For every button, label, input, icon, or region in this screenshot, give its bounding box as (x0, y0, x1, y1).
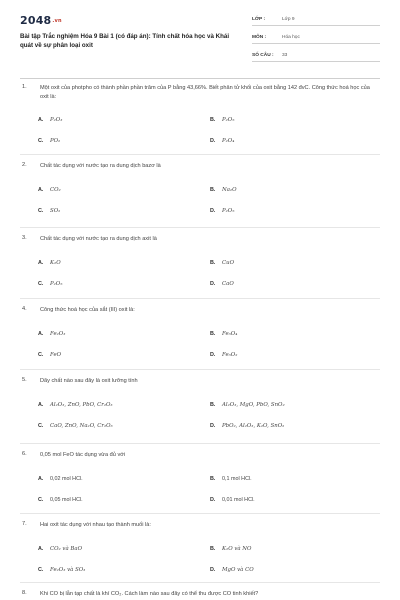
option-text: FeO (50, 352, 62, 358)
answer-option[interactable] (210, 401, 285, 409)
option-letter: D. (210, 352, 216, 358)
question-text: Chất tác dụng với nước tạo ra dung dịch bazơ là (40, 163, 161, 169)
option-text: P₂O₅ (50, 281, 63, 287)
option-text: PbO₂, Al₂O₃, K₂O, SnO₂ (222, 423, 285, 429)
question-number: 2. (22, 162, 27, 168)
question-number: 6. (22, 451, 27, 457)
answer-option[interactable] (210, 259, 234, 267)
option-text: CO₂ và BaO (50, 546, 82, 552)
question-number: 1. (22, 84, 27, 90)
option-text: Fe₃O₂ (222, 352, 238, 358)
question-number: 3. (22, 235, 27, 241)
question-separator (20, 582, 380, 583)
page-title: Bài tập Trắc nghiệm Hóa 9 Bài 1 (có đáp án): Tính chất hóa học và Khái quát về sự phân loại oxit (20, 33, 230, 49)
question-separator (20, 513, 380, 514)
question-text: Dãy chất nào sau đây là oxit lưỡng tính (40, 378, 138, 384)
meta-row (252, 32, 380, 44)
option-text: Na₂O (222, 187, 237, 193)
answer-option[interactable] (38, 137, 60, 145)
meta-value: 33 (282, 53, 288, 58)
option-letter: C. (38, 567, 44, 573)
option-letter: C. (38, 138, 44, 144)
option-letter: B. (210, 117, 216, 123)
answer-option[interactable] (38, 401, 113, 409)
option-letter: A. (38, 546, 44, 552)
option-letter: C. (38, 497, 44, 503)
site-logo[interactable]: 2048.vn (20, 14, 62, 27)
answer-option[interactable] (38, 116, 62, 124)
option-letter: B. (210, 402, 216, 408)
question-text: Công thức hoá học của sắt (III) oxit là: (40, 307, 135, 313)
option-text: CaO (222, 281, 234, 287)
option-letter: A. (38, 260, 44, 266)
answer-option[interactable] (210, 137, 234, 145)
option-text: PO₂ (50, 138, 61, 144)
option-text: P₂O₅ (222, 117, 235, 123)
answer-option[interactable] (210, 496, 255, 504)
answer-option[interactable] (210, 566, 254, 574)
meta-info (252, 14, 380, 68)
answer-option[interactable] (38, 496, 83, 504)
option-text: MgO và CO (222, 567, 254, 573)
question-text: Chất tác dụng với nước tạo ra dung dịch axit là (40, 236, 157, 242)
answer-option[interactable] (210, 116, 234, 124)
answer-option[interactable] (38, 422, 113, 430)
option-letter: D. (210, 423, 216, 429)
option-text: Fe₂O₃ (50, 331, 66, 337)
option-letter: A. (38, 476, 44, 482)
question-separator (20, 443, 380, 444)
option-text: K₂O (50, 260, 61, 266)
option-letter: C. (38, 352, 44, 358)
question-separator (20, 369, 380, 370)
meta-value: Hóa học (282, 35, 300, 40)
question-number: 4. (22, 306, 27, 312)
question-number: 5. (22, 377, 27, 383)
option-letter: D. (210, 497, 216, 503)
answer-option[interactable] (210, 422, 284, 430)
option-text: K₂O và NO (222, 546, 252, 552)
option-text: 0,02 mol HCl. (50, 476, 83, 482)
option-letter: D. (210, 281, 216, 287)
answer-option[interactable] (38, 351, 61, 359)
option-letter: B. (210, 187, 216, 193)
meta-label: SỐ CÂU : (252, 53, 274, 58)
question-list (0, 78, 400, 597)
question-separator (20, 227, 380, 228)
meta-row (252, 50, 380, 62)
option-text: CaO, ZnO, Na₂O, Cr₂O₃ (50, 423, 113, 429)
answer-option[interactable] (38, 545, 82, 553)
question-text: Hai oxit tác dụng với nhau tạo thành muối là: (40, 522, 151, 528)
question-separator (20, 154, 380, 155)
option-text: Al₂O₃, MgO, PbO, SnO₂ (222, 402, 285, 408)
option-text: 0,1 mol HCl. (222, 476, 252, 482)
option-text: CuO (222, 260, 235, 266)
answer-option[interactable] (38, 259, 61, 267)
answer-option[interactable] (210, 475, 252, 483)
option-text: P₂O₅ (222, 208, 235, 214)
option-letter: C. (38, 208, 44, 214)
question-separator (20, 298, 380, 299)
meta-value: Lớp 9 (282, 17, 295, 22)
option-text: 0,05 mol HCl. (50, 497, 83, 503)
option-letter: D. (210, 208, 216, 214)
option-text: Fe₂O₃ và SO₃ (50, 567, 86, 573)
answer-option[interactable] (210, 207, 234, 215)
question-text: Khi CO bị lẫn tạp chất là khí CO₂. Cách làm nào sau đây có thể thu được CO tinh khiết? (40, 591, 259, 597)
answer-option[interactable] (210, 280, 234, 288)
option-text: P₂O₄ (222, 138, 235, 144)
option-text: CO₂ (50, 187, 61, 193)
meta-label: MÔN : (252, 35, 267, 40)
answer-option[interactable] (38, 186, 61, 194)
question-text: 0,05 mol FeO tác dụng vừa đủ với (40, 452, 126, 458)
option-letter: A. (38, 331, 44, 337)
option-letter: B. (210, 331, 216, 337)
answer-option[interactable] (210, 545, 251, 553)
answer-option[interactable] (38, 330, 65, 338)
answer-option[interactable] (38, 475, 83, 483)
answer-option[interactable] (210, 186, 237, 194)
answer-option[interactable] (38, 207, 60, 215)
option-text: SO₂ (50, 208, 61, 214)
option-letter: C. (38, 281, 44, 287)
question-text: Một oxit của photpho có thành phần phần trăm của P bằng 43,66%. Biết phân tử khối của oxit bằng 142 đvC. Công thức hoá học của oxit là: (40, 85, 370, 100)
answer-option[interactable] (210, 351, 237, 359)
page-header (0, 0, 400, 70)
option-letter: A. (38, 187, 44, 193)
option-letter: D. (210, 138, 216, 144)
question-number: 8. (22, 590, 27, 596)
option-letter: C. (38, 423, 44, 429)
answer-option[interactable] (210, 330, 237, 338)
option-letter: B. (210, 476, 216, 482)
option-text: Fe₃O₄ (222, 331, 238, 337)
option-letter: A. (38, 402, 44, 408)
meta-label: LỚP : (252, 17, 266, 22)
answer-option[interactable] (38, 280, 62, 288)
option-text: Al₂O₃, ZnO, PbO, Cr₂O₃ (50, 402, 113, 408)
answer-option[interactable] (38, 566, 85, 574)
option-text: 0,01 mol HCl. (222, 497, 255, 503)
option-letter: B. (210, 546, 216, 552)
option-letter: D. (210, 567, 216, 573)
header-divider (20, 78, 380, 79)
option-letter: B. (210, 260, 216, 266)
meta-row (252, 14, 380, 26)
option-text: P₂O₃ (50, 117, 63, 123)
question-number: 7. (22, 521, 27, 527)
option-letter: A. (38, 117, 44, 123)
